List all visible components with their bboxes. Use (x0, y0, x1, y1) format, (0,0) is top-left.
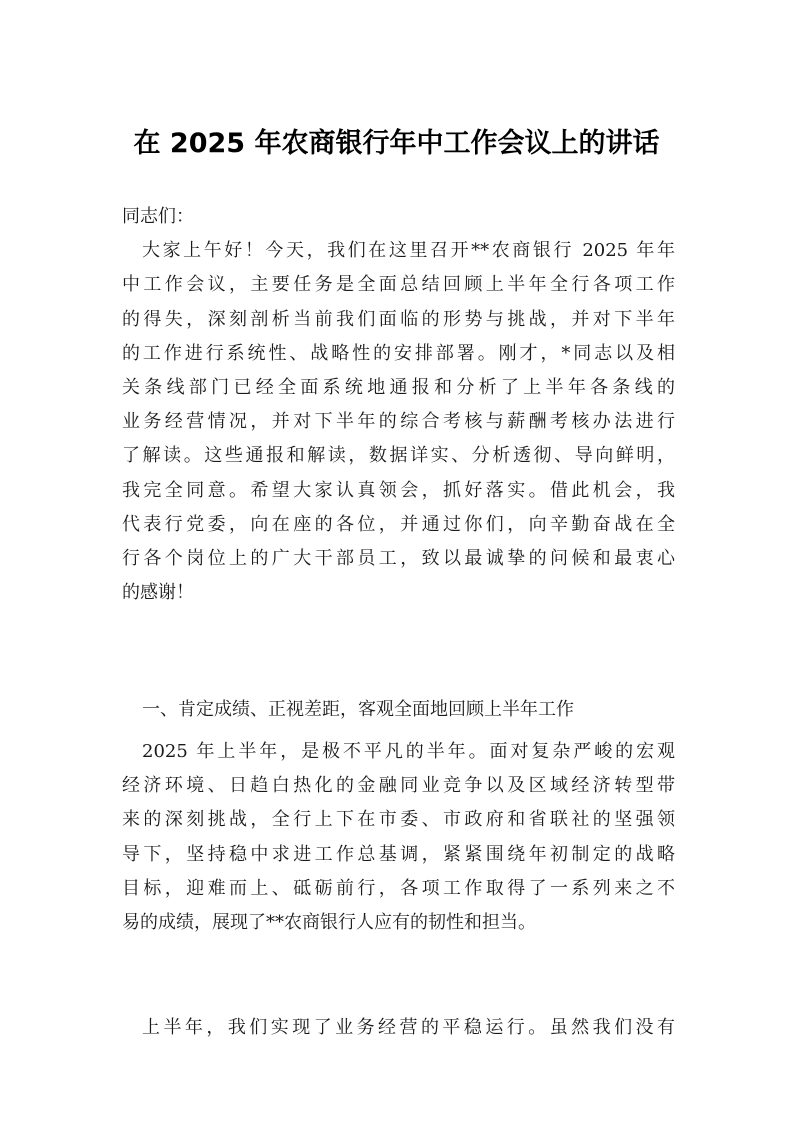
paragraph-line: 来的深刻挑战，全行上下在市委、市政府和省联社的坚强领 (122, 809, 675, 831)
paragraph-line: 业务经营情况，并对下半年的综合考核与薪酬考核办法进行 (122, 411, 675, 433)
paragraph-line: 的感谢！ (122, 582, 194, 604)
salutation (122, 200, 675, 234)
paragraph-line: 目标，迎难而上、砥砺前行，各项工作取得了一系列来之不 (122, 877, 675, 899)
paragraph-line: 2025 年上半年，是极不平凡的半年。面对复杂严峻的宏观 (142, 741, 675, 762)
paragraph-line: 中工作会议，主要任务是全面总结回顾上半年全行各项工作 (122, 274, 675, 296)
paragraph-line: 关条线部门已经全面系统地通报和分析了上半年各条线的 (122, 376, 675, 398)
document-title: 在 2025 年农商银行年中工作会议上的讲话 (133, 128, 660, 159)
salutation-text: 同志们： (122, 206, 194, 227)
paragraph-line: 行各个岗位上的广大干部员工，致以最诚挚的问候和最衷心 (122, 547, 675, 569)
paragraph-line: 了解读。这些通报和解读，数据详实、分析透彻、导向鲜明， (122, 445, 675, 467)
paragraph-line: 我完全同意。希望大家认真领会，抓好落实。借此机会，我 (122, 479, 675, 501)
section-heading-text: 一、肯定成绩、正视差距，客观全面地回顾上半年工作 (142, 699, 574, 720)
paragraph-line: 经济环境、日趋白热化的金融同业竞争以及区域经济转型带 (122, 775, 675, 797)
paragraph-line: 导下，坚持稳中求进工作总基调，紧紧围绕年初制定的战略 (122, 843, 675, 865)
paragraph-operations (122, 1011, 675, 1045)
paragraph-opening (122, 234, 675, 610)
paragraph-line: 上半年，我们实现了业务经营的平稳运行。虽然我们没有 (142, 1017, 675, 1038)
paragraph-review (122, 735, 675, 940)
paragraph-line: 的工作进行系统性、战略性的安排部署。刚才，*同志以及相 (122, 342, 675, 364)
paragraph-line: 的得失，深刻剖析当前我们面临的形势与挑战，并对下半年 (122, 308, 675, 330)
paragraph-line: 易的成绩，展现了**农商银行人应有的韧性和担当。 (122, 911, 536, 933)
paragraph-line: 代表行党委，向在座的各位，并通过你们，向辛勤奋战在全 (122, 513, 675, 535)
section-heading-1 (122, 693, 675, 727)
paragraph-line: 大家上午好！今天，我们在这里召开**农商银行 2025 年年 (142, 240, 675, 262)
